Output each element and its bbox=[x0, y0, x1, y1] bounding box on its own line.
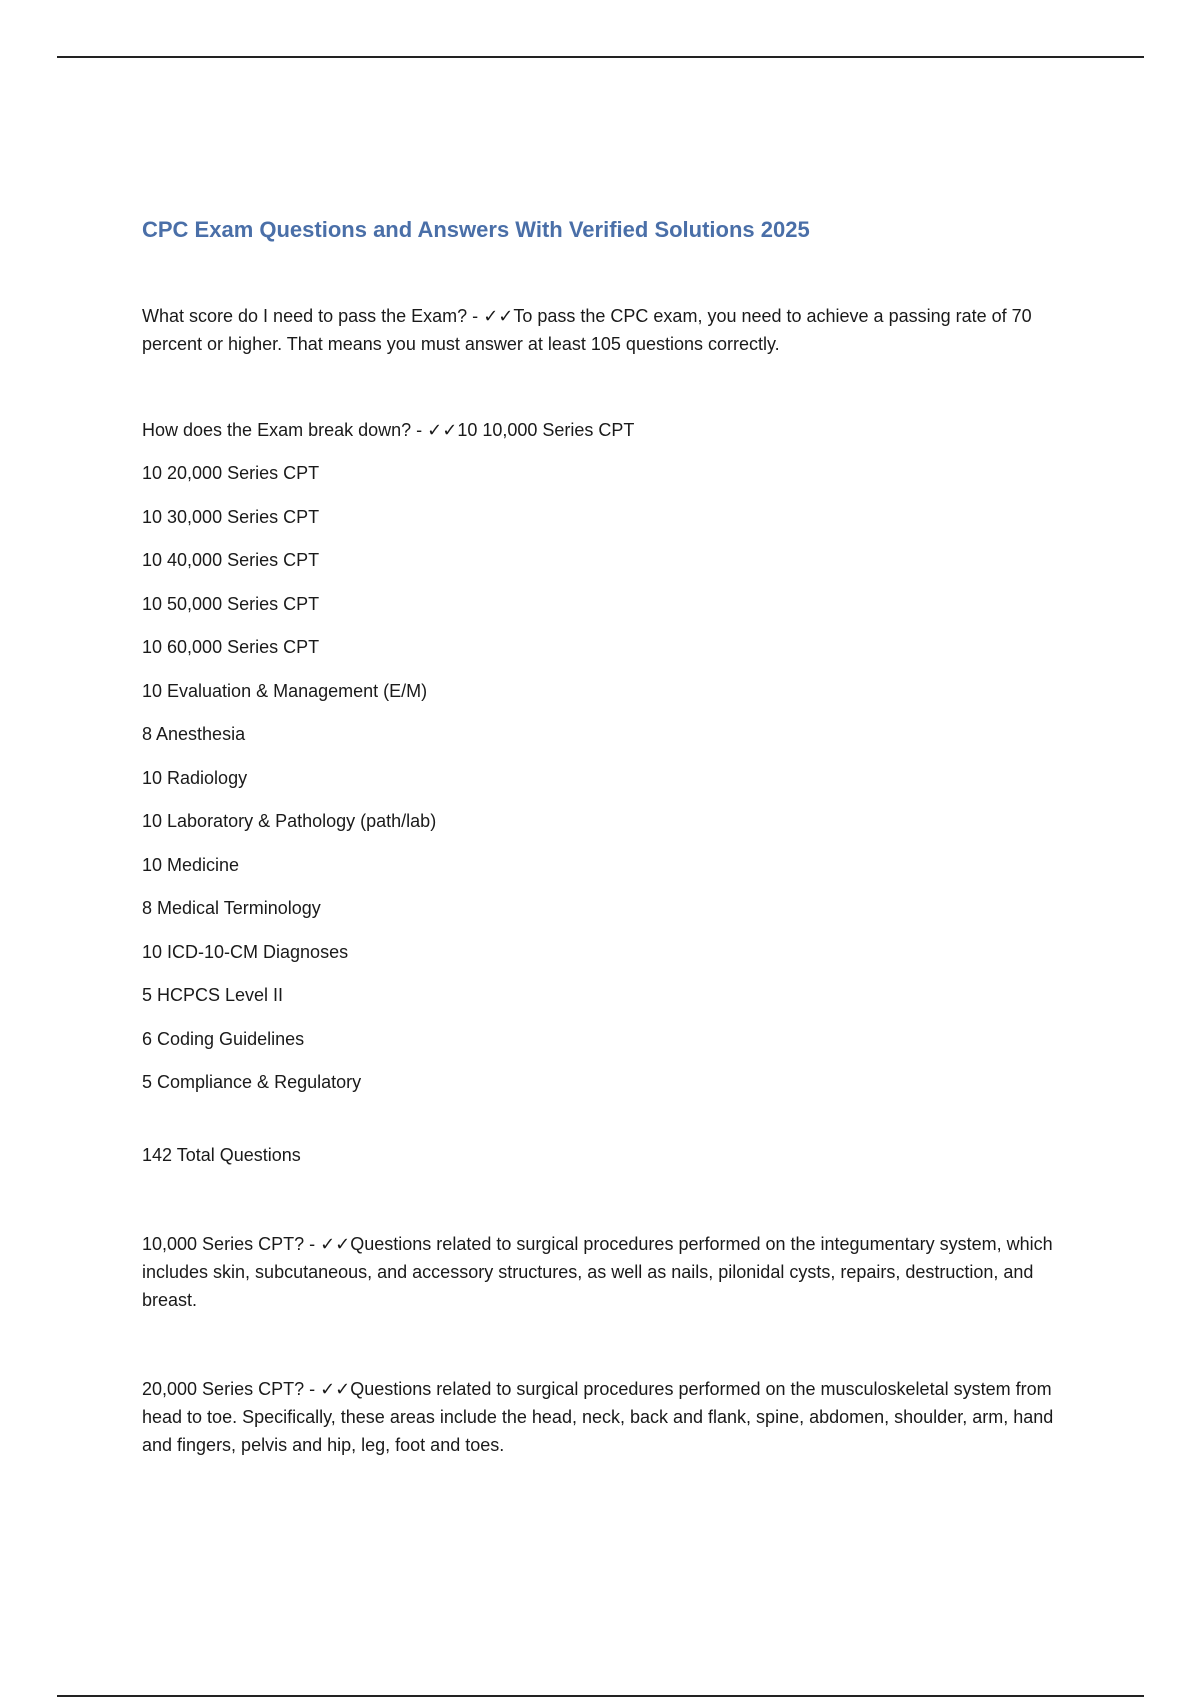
question-text: How does the Exam break down? - bbox=[142, 420, 428, 440]
check-icon: ✓✓ bbox=[427, 420, 458, 440]
list-item: 10 ICD-10-CM Diagnoses bbox=[142, 941, 349, 962]
qa-10000-series bbox=[142, 1230, 1062, 1314]
list-item: 10 40,000 Series CPT bbox=[142, 550, 320, 570]
total-questions: 142 Total Questions bbox=[142, 1145, 301, 1165]
list-item: 10 Evaluation & Management (E/M) bbox=[142, 680, 428, 701]
list-item: 10 30,000 Series CPT bbox=[142, 506, 320, 527]
breakdown-list bbox=[142, 459, 1062, 1096]
answer-text: 10 10,000 Series CPT bbox=[457, 420, 635, 440]
footer-rule bbox=[57, 1695, 1144, 1697]
list-item: 5 HCPCS Level II bbox=[142, 985, 284, 1005]
check-icon: ✓✓ bbox=[483, 306, 514, 326]
list-item: 10 Radiology bbox=[142, 767, 248, 788]
answer-text: Questions related to surgical procedures performed on the integumentary system, which includes skin, subcutaneous, and accessory structures, as well as nails, pilonidal cysts, repairs, destruction, and breast. bbox=[142, 1234, 1053, 1310]
question-text: What score do I need to pass the Exam? - bbox=[142, 306, 484, 326]
check-icon: ✓✓ bbox=[320, 1379, 351, 1399]
list-item: 8 Anesthesia bbox=[142, 724, 246, 744]
list-item: 8 Medical Terminology bbox=[142, 898, 321, 918]
list-item: 10 50,000 Series CPT bbox=[142, 593, 320, 614]
list-item: 6 Coding Guidelines bbox=[142, 1028, 305, 1049]
document-body bbox=[142, 210, 1062, 1459]
check-icon: ✓✓ bbox=[320, 1234, 351, 1254]
qa-exam-breakdown bbox=[142, 416, 1062, 444]
question-text: 10,000 Series CPT? - bbox=[142, 1234, 321, 1254]
header-rule bbox=[57, 56, 1144, 58]
list-item: 10 60,000 Series CPT bbox=[142, 637, 320, 657]
list-item: 10 20,000 Series CPT bbox=[142, 463, 320, 483]
list-item: 10 Laboratory & Pathology (path/lab) bbox=[142, 811, 437, 831]
qa-20000-series bbox=[142, 1375, 1062, 1459]
answer-text: Questions related to surgical procedures performed on the musculoskeletal system from head to toe. Specifically, these areas include the head, neck, back and flank, spine, abdomen, shoulder, arm, hand and fingers, pelvis and hip, leg, foot and toes. bbox=[142, 1379, 1054, 1455]
question-text: 20,000 Series CPT? - bbox=[142, 1379, 321, 1399]
qa-pass-score bbox=[142, 302, 1062, 358]
answer-text: To pass the CPC exam, you need to achieve a passing rate of 70 percent or higher. That means you must answer at least 105 questions correctly. bbox=[142, 306, 1032, 354]
list-item: 10 Medicine bbox=[142, 854, 240, 875]
list-item: 5 Compliance & Regulatory bbox=[142, 1072, 362, 1092]
document-title: CPC Exam Questions and Answers With Verified Solutions 2025 bbox=[142, 217, 810, 242]
